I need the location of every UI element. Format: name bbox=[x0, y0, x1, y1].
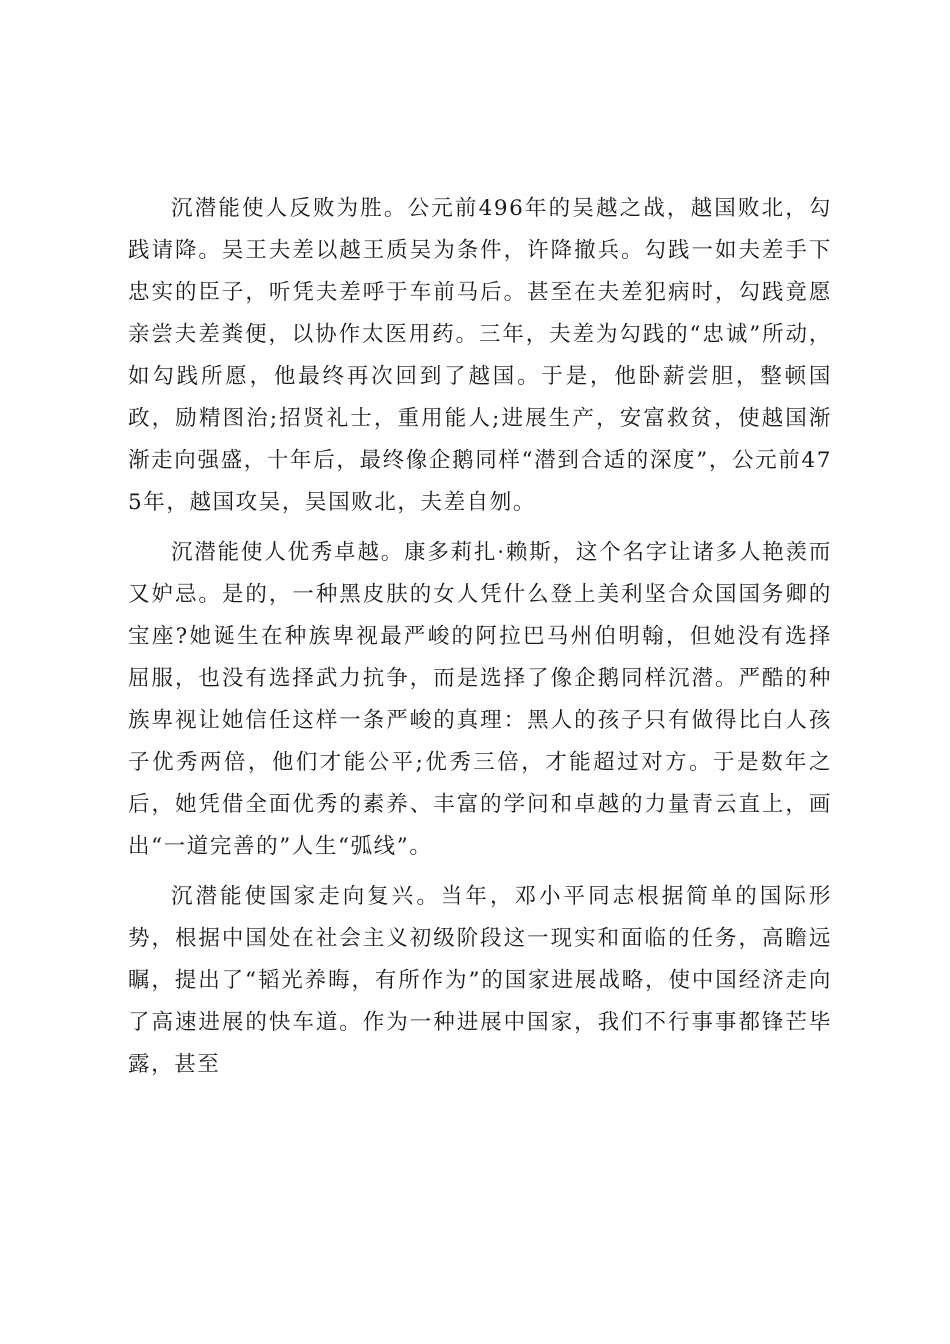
document-body bbox=[128, 188, 832, 1094]
paragraph-goujian: 沉潜能使人反败为胜。公元前496年的吴越之战，越国败北，勾践请降。吴王夫差以越王质吴为条件，许降撤兵。勾践一如夫差手下忠实的臣子，听凭夫差呼于车前马后。甚至在夫差犯病时，勾践竟愿亲尝夫差粪便，以协作太医用药。三年，夫差为勾践的“忠诚”所动，如勾践所愿，他最终再次回到了越国。于是，他卧薪尝胆，整顿国政，励精图治;招贤礼士，重用能人;进展生产，安富救贫，使越国渐渐走向强盛，十年后，最终像企鹅同样“潜到合适的深度”，公元前475年，越国攻吴，吴国败北，夫差自刎。 bbox=[128, 196, 832, 515]
paragraph-china: 沉潜能使国家走向复兴。当年，邓小平同志根据简单的国际形势，根据中国处在社会主义初级阶段这一现实和面临的任务，高瞻远瞩，提出了“韬光养晦，有所作为”的国家进展战略，使中国经济走向了高速进展的快车道。作为一种进展中国家，我们不行事事都锋芒毕露，甚至 bbox=[128, 884, 832, 1077]
paragraph-rice: 沉潜能使人优秀卓越。康多莉扎·赖斯，这个名字让诸多人艳羡而又妒忌。是的，一种黑皮肤的女人凭什么登上美利坚合众国国务卿的宝座?她诞生在种族卑视最严峻的阿拉巴马州伯明翰，但她没有选择屈服，也没有选择武力抗争，而是选择了像企鹅同样沉潜。严酷的种族卑视让她信任这样一条严峻的真理：黑人的孩子只有做得比白人孩子优秀两倍，他们才能公平;优秀三倍，才能超过对方。于是数年之后，她凭借全面优秀的素养、丰富的学问和卓越的力量青云直上，画出“一道完善的”人生“弧线”。 bbox=[128, 540, 832, 859]
